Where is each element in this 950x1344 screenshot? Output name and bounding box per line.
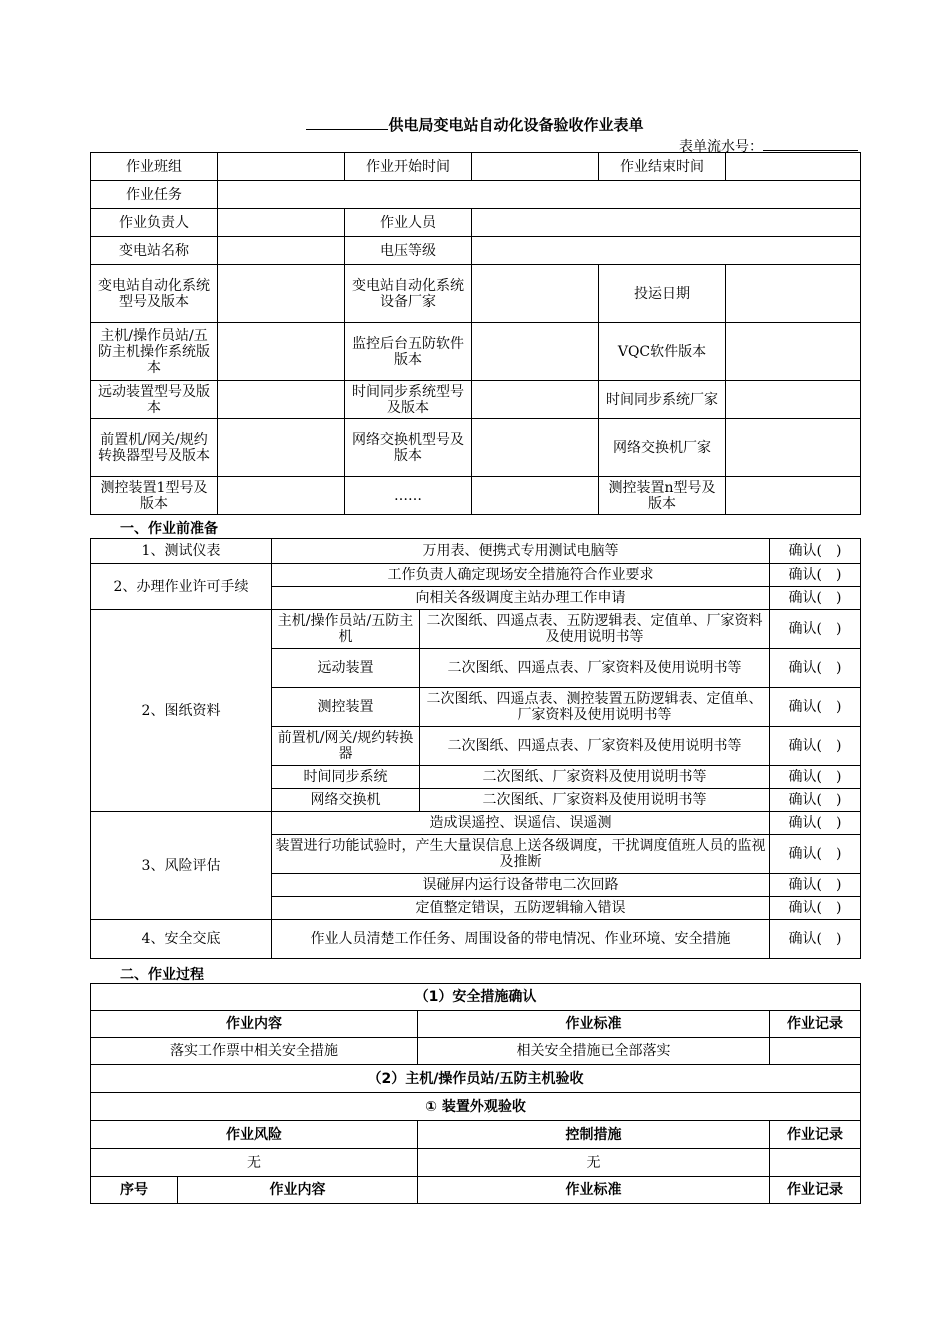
serial-label: 表单流水号：	[679, 139, 763, 155]
dw-rtu-desc: 二次图纸、四遥点表、厂家资料及使用说明书等	[420, 649, 770, 688]
desc-permit-2: 向相关各级调度主站办理工作申请	[272, 587, 770, 610]
label-voltage: 电压等级	[345, 237, 472, 265]
field-end-time[interactable]	[726, 153, 861, 181]
field-team[interactable]	[218, 153, 345, 181]
appearance-title: ① 装置外观验收	[91, 1093, 861, 1121]
field-timesync-model[interactable]	[472, 381, 599, 419]
header-record: 作业记录	[770, 1011, 861, 1038]
field-voltage[interactable]	[472, 237, 861, 265]
confirm-checkbox[interactable]: 确认( )	[770, 564, 861, 587]
desc-risk-1: 造成误遥控、误遥信、误遥测	[272, 812, 770, 835]
desc-test-instruments: 万用表、便携式专用测试电脑等	[272, 539, 770, 564]
field-host-os[interactable]	[218, 323, 345, 381]
label-rtu-model: 远动装置型号及版本	[91, 381, 218, 419]
field-gateway-model[interactable]	[218, 419, 345, 477]
dw-ts-label: 时间同步系统	[272, 766, 420, 789]
desc-permit-1: 工作负责人确定现场安全措施符合作业要求	[272, 564, 770, 587]
label-host-os: 主机/操作员站/五防主机操作系统版本	[91, 323, 218, 381]
field-start-time[interactable]	[472, 153, 599, 181]
title-text: 供电局变电站自动化设备验收作业表单	[388, 116, 644, 134]
dw-gw-desc: 二次图纸、四遥点表、厂家资料及使用说明书等	[420, 727, 770, 766]
row-risk: 3、风险评估	[91, 812, 272, 920]
field-rtu-model[interactable]	[218, 381, 345, 419]
info-table	[90, 152, 861, 515]
safety-content: 落实工作票中相关安全措施	[91, 1038, 418, 1065]
label-commission-date: 投运日期	[599, 265, 726, 323]
dw-meas-desc: 二次图纸、四遥点表、测控装置五防逻辑表、定值单、厂家资料及使用说明书等	[420, 688, 770, 727]
label-staff: 作业人员	[345, 209, 472, 237]
label-timesync-model: 时间同步系统型号及版本	[345, 381, 472, 419]
process-table	[90, 983, 861, 1204]
ellipsis-cell: ……	[345, 477, 472, 515]
label-timesync-vendor: 时间同步系统厂家	[599, 381, 726, 419]
row-briefing: 4、安全交底	[91, 920, 272, 959]
header-no: 序号	[91, 1177, 178, 1204]
label-fivefold-sw: 监控后台五防软件版本	[345, 323, 472, 381]
field-fivefold-sw[interactable]	[472, 323, 599, 381]
field-task[interactable]	[218, 181, 861, 209]
prep-table	[90, 538, 861, 959]
row-permit: 2、办理作业许可手续	[91, 564, 272, 610]
field-switch-vendor[interactable]	[726, 419, 861, 477]
header-standard: 作业标准	[418, 1011, 770, 1038]
field-auto-model[interactable]	[218, 265, 345, 323]
header-record: 作业记录	[770, 1177, 861, 1204]
field-measn-model[interactable]	[726, 477, 861, 515]
safety-title: （1）安全措施确认	[91, 984, 861, 1011]
desc-briefing: 作业人员清楚工作任务、周围设备的带电情况、作业环境、安全措施	[272, 920, 770, 959]
dw-ts-desc: 二次图纸、厂家资料及使用说明书等	[420, 766, 770, 789]
header-record: 作业记录	[770, 1121, 861, 1149]
label-gateway-model: 前置机/网关/规约转换器型号及版本	[91, 419, 218, 477]
confirm-checkbox[interactable]: 确认( )	[770, 789, 861, 812]
header-content: 作业内容	[178, 1177, 418, 1204]
field-vqc-sw[interactable]	[726, 323, 861, 381]
confirm-checkbox[interactable]: 确认( )	[770, 835, 861, 874]
confirm-checkbox[interactable]: 确认( )	[770, 688, 861, 727]
label-meas1-model: 测控装置1型号及版本	[91, 477, 218, 515]
confirm-checkbox[interactable]: 确认( )	[770, 897, 861, 920]
desc-risk-3: 误碰屏内运行设备带电二次回路	[272, 874, 770, 897]
section2-title: 二、作业过程	[120, 967, 204, 983]
label-switch-model: 网络交换机型号及版本	[345, 419, 472, 477]
dw-sw-desc: 二次图纸、厂家资料及使用说明书等	[420, 789, 770, 812]
confirm-checkbox[interactable]: 确认( )	[770, 539, 861, 564]
dw-host-label: 主机/操作员站/五防主机	[272, 610, 420, 649]
label-task: 作业任务	[91, 181, 218, 209]
confirm-checkbox[interactable]: 确认( )	[770, 727, 861, 766]
section1-title: 一、作业前准备	[120, 521, 218, 537]
document-title	[0, 114, 950, 135]
field-meas1-model[interactable]	[218, 477, 345, 515]
dw-meas-label: 测控装置	[272, 688, 420, 727]
header-standard: 作业标准	[418, 1177, 770, 1204]
control-none: 无	[418, 1149, 770, 1177]
dw-rtu-label: 远动装置	[272, 649, 420, 688]
label-team: 作业班组	[91, 153, 218, 181]
label-start-time: 作业开始时间	[345, 153, 472, 181]
desc-risk-2: 装置进行功能试验时，产生大量误信息上送各级调度，干扰调度值班人员的监视及推断	[272, 835, 770, 874]
label-auto-model: 变电站自动化系统型号及版本	[91, 265, 218, 323]
confirm-checkbox[interactable]: 确认( )	[770, 766, 861, 789]
serial-blank[interactable]	[763, 138, 858, 151]
confirm-checkbox[interactable]: 确认( )	[770, 812, 861, 835]
row-drawings: 2、图纸资料	[91, 610, 272, 812]
host-title: （2）主机/操作员站/五防主机验收	[91, 1065, 861, 1093]
field-timesync-vendor[interactable]	[726, 381, 861, 419]
desc-risk-4: 定值整定错误，五防逻辑输入错误	[272, 897, 770, 920]
label-station-name: 变电站名称	[91, 237, 218, 265]
risk-record-field[interactable]	[770, 1149, 861, 1177]
confirm-checkbox[interactable]: 确认( )	[770, 920, 861, 959]
field-auto-vendor[interactable]	[472, 265, 599, 323]
field-staff[interactable]	[472, 209, 861, 237]
field-commission-date[interactable]	[726, 265, 861, 323]
label-measn-model: 测控装置n型号及版本	[599, 477, 726, 515]
dw-sw-label: 网络交换机	[272, 789, 420, 812]
confirm-checkbox[interactable]: 确认( )	[770, 610, 861, 649]
dw-gw-label: 前置机/网关/规约转换器	[272, 727, 420, 766]
label-leader: 作业负责人	[91, 209, 218, 237]
label-switch-vendor: 网络交换机厂家	[599, 419, 726, 477]
risk-none: 无	[91, 1149, 418, 1177]
confirm-checkbox[interactable]: 确认( )	[770, 649, 861, 688]
confirm-checkbox[interactable]: 确认( )	[770, 587, 861, 610]
field-switch-model[interactable]	[472, 419, 599, 477]
header-content: 作业内容	[91, 1011, 418, 1038]
safety-standard: 相关安全措施已全部落实	[418, 1038, 770, 1065]
label-end-time: 作业结束时间	[599, 153, 726, 181]
field-station-name[interactable]	[218, 237, 345, 265]
field-ellipsis[interactable]	[472, 477, 599, 515]
header-control: 控制措施	[418, 1121, 770, 1149]
safety-record-field[interactable]	[770, 1038, 861, 1065]
confirm-checkbox[interactable]: 确认( )	[770, 874, 861, 897]
field-leader[interactable]	[218, 209, 345, 237]
dw-host-desc: 二次图纸、四遥点表、五防逻辑表、定值单、厂家资料及使用说明书等	[420, 610, 770, 649]
row-test-instruments: 1、测试仪表	[91, 539, 272, 564]
title-blank-underline	[306, 115, 388, 130]
header-risk: 作业风险	[91, 1121, 418, 1149]
label-auto-vendor: 变电站自动化系统设备厂家	[345, 265, 472, 323]
label-vqc-sw: VQC软件版本	[599, 323, 726, 381]
